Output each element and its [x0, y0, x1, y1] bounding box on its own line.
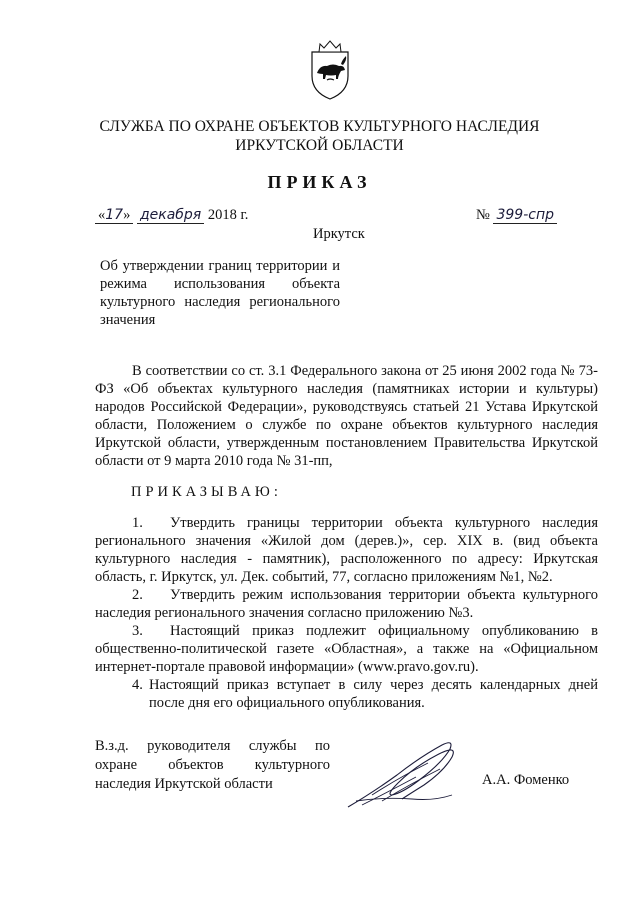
order-item — [95, 515, 598, 587]
signatory-name: А.А. Фоменко — [482, 772, 570, 788]
item-number: 4. — [132, 676, 143, 693]
item-number: 1. — [132, 515, 143, 531]
date-day-field: «17» — [95, 207, 133, 224]
date-month-field — [137, 207, 204, 224]
organization-name — [0, 117, 639, 156]
item-text: Утвердить режим использования территории объекта культурного наследия регионального значения согласно приложению №3. — [95, 586, 598, 621]
signatory-position: В.з.д. руководителя службы по охране объектов культурного наследия Иркутской области — [95, 738, 330, 792]
order-items — [95, 515, 598, 713]
item-number: 3. — [132, 622, 143, 639]
date-year: 2018 г. — [207, 207, 249, 223]
number-field — [493, 207, 557, 224]
organization-line-2: ИРКУТСКОЙ ОБЛАСТИ — [235, 137, 404, 155]
handwritten-signature — [342, 735, 467, 815]
date-day-handwritten: 17 — [105, 207, 124, 223]
city: Иркутск — [313, 226, 365, 242]
preamble-text: В соответствии со ст. 3.1 Федерального закона от 25 июня 2002 года № 73-ФЗ «Об объектах культурного наследия (памятниках истории и культуры) народов Российской Федерации», руководствуясь статьей 21 Устава Иркутской области, Положением о службе по охране объектов культурного наследия Иркутской области, утвержденным постановлением Правительства Иркутской области от 9 марта 2010 года № 31-пп, — [95, 363, 598, 469]
item-number: 2. — [132, 586, 143, 603]
order-number — [476, 207, 557, 225]
order-date — [95, 207, 248, 225]
document-title: ПРИКАЗ — [267, 172, 372, 192]
order-subject: Об утверждении границ территории и режима использования объекта культурного наследия регионального значения — [100, 258, 340, 328]
coat-of-arms-icon — [305, 38, 355, 102]
preamble — [95, 363, 598, 471]
item-text: Настоящий приказ вступает в силу через десять календарных дней после дня его официального опубликования. — [149, 676, 598, 711]
order-item — [95, 623, 598, 677]
order-verb: ПРИКАЗЫВАЮ: — [131, 484, 282, 500]
organization-line-1: СЛУЖБА ПО ОХРАНЕ ОБЪЕКТОВ КУЛЬТУРНОГО НАСЛЕДИЯ — [99, 118, 540, 135]
order-item — [95, 587, 598, 623]
number-prefix: № — [476, 207, 490, 223]
order-item — [95, 677, 598, 713]
number-handwritten: 399-спр — [496, 207, 554, 223]
item-text: Настоящий приказ подлежит официальному опубликованию в общественно-политической газете «Областная», а также на «Официальном интернет-портале правовой информации» (www.pravo.gov.ru). — [95, 622, 598, 675]
item-text: Утвердить границы территории объекта культурного наследия регионального значения «Жилой дом (дерев.)», сер. XIX в. (вид объекта культурного наследия - памятник), расположенного по адресу: Иркутская область, г. Иркутск, ул. Дек. событий, 77, согласно приложениям №1, №2. — [95, 515, 598, 585]
date-month-handwritten: декабря — [139, 207, 202, 223]
